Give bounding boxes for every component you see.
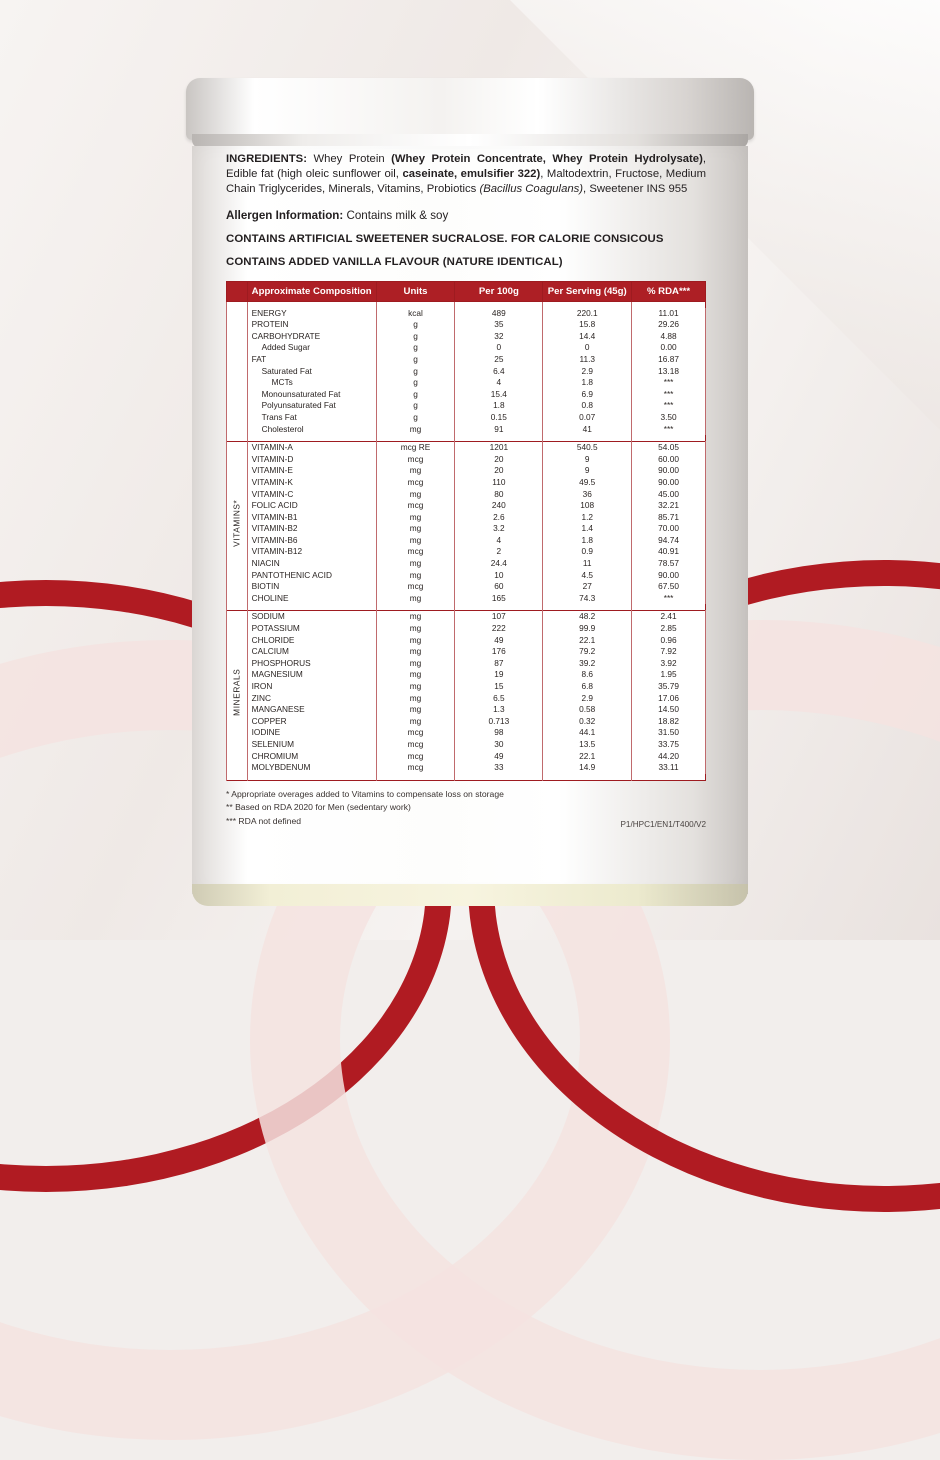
cell-units: mg: [376, 704, 455, 716]
cell-per-100g: 1201: [455, 442, 543, 454]
ingredients-text-1: Whey Protein: [306, 153, 392, 165]
cell-per-100g: 0: [455, 342, 543, 354]
cell-units: mcg: [376, 546, 455, 558]
spacer-cell: [227, 774, 248, 781]
cell-per-100g: 4: [455, 535, 543, 547]
cell-nutrient-name: VITAMIN-B1: [247, 512, 376, 524]
header-per-serving: Per Serving (45g): [543, 281, 632, 301]
cell-per-100g: 33: [455, 762, 543, 774]
cell-per-serving: 14.9: [543, 762, 632, 774]
allergen-label: Allergen Information:: [226, 208, 344, 222]
cell-per-100g: 222: [455, 623, 543, 635]
cell-per-100g: 49: [455, 751, 543, 763]
cell-per-100g: 24.4: [455, 558, 543, 570]
cell-nutrient-name: POTASSIUM: [247, 623, 376, 635]
table-row: [227, 535, 706, 547]
cell-nutrient-name: IRON: [247, 681, 376, 693]
cell-nutrient-name: Polyunsaturated Fat: [247, 400, 376, 412]
cell-per-serving: 108: [543, 500, 632, 512]
cell-rda: 33.75: [632, 739, 706, 751]
cell-rda: 32.21: [632, 500, 706, 512]
cell-per-serving: 0.58: [543, 704, 632, 716]
cell-units: mg: [376, 635, 455, 647]
cell-units: g: [376, 331, 455, 343]
table-row: [227, 681, 706, 693]
cell-rda: 33.11: [632, 762, 706, 774]
cell-per-serving: 74.3: [543, 593, 632, 605]
cell-per-100g: 80: [455, 489, 543, 501]
cell-per-100g: 49: [455, 635, 543, 647]
cell-rda: ***: [632, 424, 706, 436]
cell-nutrient-name: MCTs: [247, 377, 376, 389]
cell-units: g: [376, 377, 455, 389]
table-row: [227, 611, 706, 623]
cell-per-serving: 22.1: [543, 635, 632, 647]
cell-nutrient-name: VITAMIN-D: [247, 454, 376, 466]
cell-per-100g: 165: [455, 593, 543, 605]
side-label-main: [227, 308, 248, 436]
cell-units: mg: [376, 465, 455, 477]
cell-per-serving: 9: [543, 454, 632, 466]
cell-rda: 13.18: [632, 366, 706, 378]
cell-per-serving: 2.9: [543, 366, 632, 378]
cell-rda: 11.01: [632, 308, 706, 320]
cell-per-serving: 36: [543, 489, 632, 501]
cell-rda: 70.00: [632, 523, 706, 535]
cell-per-100g: 6.5: [455, 693, 543, 705]
cell-nutrient-name: VITAMIN-E: [247, 465, 376, 477]
cell-per-100g: 2.6: [455, 512, 543, 524]
cell-units: mg: [376, 623, 455, 635]
cell-per-serving: 6.9: [543, 389, 632, 401]
table-row: [227, 546, 706, 558]
nutrition-table: [226, 281, 706, 781]
table-row: [227, 646, 706, 658]
cell-units: g: [376, 354, 455, 366]
header-per-100g: Per 100g: [455, 281, 543, 301]
jar-lid: [186, 78, 754, 140]
cell-nutrient-name: FOLIC ACID: [247, 500, 376, 512]
table-row: [227, 442, 706, 454]
spacer-cell: [227, 604, 248, 611]
table-header-row: [227, 281, 706, 301]
cell-units: mg: [376, 593, 455, 605]
cell-per-serving: 27: [543, 581, 632, 593]
table-row: [227, 354, 706, 366]
footnote-3: *** RDA not defined: [226, 815, 302, 826]
table-row: [227, 739, 706, 751]
jar-bottom-band: [192, 884, 748, 906]
cell-per-serving: 220.1: [543, 308, 632, 320]
nutrition-table-body: [227, 301, 706, 780]
cell-rda: 4.88: [632, 331, 706, 343]
cell-rda: 3.50: [632, 412, 706, 424]
footnotes-block: [226, 788, 706, 827]
cell-units: mg: [376, 693, 455, 705]
cell-units: g: [376, 366, 455, 378]
cell-rda: 94.74: [632, 535, 706, 547]
cell-rda: ***: [632, 400, 706, 412]
table-row: [227, 377, 706, 389]
cell-per-serving: 22.1: [543, 751, 632, 763]
cell-per-100g: 0.713: [455, 716, 543, 728]
cell-nutrient-name: CHOLINE: [247, 593, 376, 605]
cell-per-serving: 39.2: [543, 658, 632, 670]
table-row: [227, 669, 706, 681]
table-row: [227, 570, 706, 582]
cell-per-serving: 11.3: [543, 354, 632, 366]
header-composition: Approximate Composition: [247, 281, 376, 301]
spacer-cell: [227, 435, 248, 442]
ingredients-text-2: , Edible fat (high oleic sunflower oil,: [226, 153, 706, 181]
table-row: [227, 727, 706, 739]
cell-per-100g: 87: [455, 658, 543, 670]
cell-per-100g: 10: [455, 570, 543, 582]
cell-rda: 40.91: [632, 546, 706, 558]
cell-units: mcg: [376, 751, 455, 763]
table-row: [227, 635, 706, 647]
cell-per-serving: 41: [543, 424, 632, 436]
cell-rda: 90.00: [632, 477, 706, 489]
cell-units: mg: [376, 669, 455, 681]
cell-rda: ***: [632, 389, 706, 401]
cell-per-serving: 1.8: [543, 535, 632, 547]
cell-per-100g: 6.4: [455, 366, 543, 378]
product-jar: [186, 78, 754, 914]
cell-per-100g: 20: [455, 465, 543, 477]
cell-per-serving: 0.07: [543, 412, 632, 424]
allergen-text: Contains milk & soy: [343, 208, 449, 222]
ingredients-bold-1: (Whey Protein Concentrate, Whey Protein Hydrolysate): [391, 153, 703, 165]
cell-rda: 67.50: [632, 581, 706, 593]
table-row: [227, 412, 706, 424]
cell-per-serving: 44.1: [543, 727, 632, 739]
cell-units: mcg: [376, 454, 455, 466]
table-spacer-row: [227, 774, 706, 781]
table-row: [227, 500, 706, 512]
table-row: [227, 581, 706, 593]
table-row: [227, 523, 706, 535]
cell-rda: 54.05: [632, 442, 706, 454]
cell-per-100g: 35: [455, 319, 543, 331]
ingredients-text-3: , Maltodextrin, Fructose, Medium Chain Triglycerides, Minerals, Vitamins, Probiotics: [226, 168, 706, 196]
table-row: [227, 751, 706, 763]
cell-units: mg: [376, 570, 455, 582]
cell-nutrient-name: IODINE: [247, 727, 376, 739]
cell-rda: 17.06: [632, 693, 706, 705]
cell-nutrient-name: Monounsaturated Fat: [247, 389, 376, 401]
cell-units: mcg: [376, 477, 455, 489]
cell-rda: 78.57: [632, 558, 706, 570]
table-row: [227, 512, 706, 524]
cell-units: mg: [376, 716, 455, 728]
cell-units: mcg: [376, 739, 455, 751]
header-units: Units: [376, 281, 455, 301]
cell-units: g: [376, 412, 455, 424]
table-row: [227, 704, 706, 716]
cell-nutrient-name: VITAMIN-B2: [247, 523, 376, 535]
cell-units: mg: [376, 658, 455, 670]
cell-rda: 90.00: [632, 570, 706, 582]
cell-nutrient-name: VITAMIN-B6: [247, 535, 376, 547]
table-row: [227, 489, 706, 501]
cell-rda: 2.85: [632, 623, 706, 635]
table-row: [227, 558, 706, 570]
cell-per-100g: 25: [455, 354, 543, 366]
spacer-cell: [376, 774, 455, 781]
cell-units: mcg: [376, 500, 455, 512]
cell-rda: 35.79: [632, 681, 706, 693]
cell-units: mg: [376, 535, 455, 547]
cell-rda: ***: [632, 377, 706, 389]
cell-per-serving: 1.2: [543, 512, 632, 524]
cell-per-serving: 540.5: [543, 442, 632, 454]
table-row: [227, 465, 706, 477]
cell-rda: 85.71: [632, 512, 706, 524]
cell-rda: 3.92: [632, 658, 706, 670]
cell-units: g: [376, 319, 455, 331]
cell-per-serving: 0.9: [543, 546, 632, 558]
cell-nutrient-name: VITAMIN-B12: [247, 546, 376, 558]
cell-per-serving: 11: [543, 558, 632, 570]
cell-per-100g: 15.4: [455, 389, 543, 401]
cell-nutrient-name: FAT: [247, 354, 376, 366]
cell-per-100g: 30: [455, 739, 543, 751]
cell-rda: 1.95: [632, 669, 706, 681]
cell-per-100g: 1.8: [455, 400, 543, 412]
cell-per-serving: 48.2: [543, 611, 632, 623]
cell-rda: 29.26: [632, 319, 706, 331]
cell-nutrient-name: SODIUM: [247, 611, 376, 623]
cell-rda: 2.41: [632, 611, 706, 623]
table-row: [227, 308, 706, 320]
cell-per-serving: 6.8: [543, 681, 632, 693]
cell-per-serving: 99.9: [543, 623, 632, 635]
ingredients-text-4: , Sweetener INS 955: [583, 183, 688, 196]
cell-rda: 16.87: [632, 354, 706, 366]
table-row: [227, 477, 706, 489]
header-rda: % RDA***: [632, 281, 706, 301]
cell-units: g: [376, 342, 455, 354]
cell-nutrient-name: CALCIUM: [247, 646, 376, 658]
cell-per-100g: 110: [455, 477, 543, 489]
table-row: [227, 593, 706, 605]
spacer-cell: [247, 774, 376, 781]
cell-per-100g: 1.3: [455, 704, 543, 716]
sweetener-notice: CONTAINS ARTIFICIAL SWEETENER SUCRALOSE. FOR CALORIE CONSICOUS: [226, 232, 664, 245]
cell-nutrient-name: CHROMIUM: [247, 751, 376, 763]
cell-units: kcal: [376, 308, 455, 320]
cell-nutrient-name: Trans Fat: [247, 412, 376, 424]
cell-nutrient-name: BIOTIN: [247, 581, 376, 593]
cell-per-serving: 8.6: [543, 669, 632, 681]
cell-per-100g: 20: [455, 454, 543, 466]
spacer-cell: [227, 301, 248, 308]
cell-nutrient-name: Saturated Fat: [247, 366, 376, 378]
cell-nutrient-name: Cholesterol: [247, 424, 376, 436]
cell-units: mg: [376, 489, 455, 501]
cell-units: mg: [376, 681, 455, 693]
cell-units: mg: [376, 611, 455, 623]
side-label-vitamins: VITAMINS*: [227, 442, 248, 605]
cell-nutrient-name: ZINC: [247, 693, 376, 705]
ingredients-bold-2: caseinate, emulsifier 322): [402, 168, 541, 181]
flavour-notice: CONTAINS ADDED VANILLA FLAVOUR (NATURE IDENTICAL): [226, 255, 563, 268]
cell-units: mg: [376, 512, 455, 524]
cell-rda: 90.00: [632, 465, 706, 477]
cell-per-serving: 2.9: [543, 693, 632, 705]
cell-per-serving: 1.8: [543, 377, 632, 389]
header-side-spacer: [227, 281, 248, 301]
cell-units: mg: [376, 558, 455, 570]
cell-per-100g: 3.2: [455, 523, 543, 535]
cell-per-100g: 240: [455, 500, 543, 512]
cell-rda: ***: [632, 593, 706, 605]
cell-nutrient-name: COPPER: [247, 716, 376, 728]
cell-per-100g: 0.15: [455, 412, 543, 424]
cell-nutrient-name: NIACIN: [247, 558, 376, 570]
cell-nutrient-name: MAGNESIUM: [247, 669, 376, 681]
cell-per-serving: 9: [543, 465, 632, 477]
cell-rda: 45.00: [632, 489, 706, 501]
cell-units: mg: [376, 523, 455, 535]
cell-per-100g: 2: [455, 546, 543, 558]
spacer-cell: [543, 774, 632, 781]
cell-rda: 7.92: [632, 646, 706, 658]
cell-nutrient-name: VITAMIN-C: [247, 489, 376, 501]
cell-per-100g: 15: [455, 681, 543, 693]
cell-nutrient-name: Added Sugar: [247, 342, 376, 354]
cell-units: mcg RE: [376, 442, 455, 454]
table-row: [227, 319, 706, 331]
cell-per-serving: 15.8: [543, 319, 632, 331]
cell-nutrient-name: ENERGY: [247, 308, 376, 320]
footnote-2: ** Based on RDA 2020 for Men (sedentary work): [226, 802, 411, 813]
cell-per-serving: 49.5: [543, 477, 632, 489]
cell-per-serving: 0.8: [543, 400, 632, 412]
cell-nutrient-name: SELENIUM: [247, 739, 376, 751]
cell-rda: 44.20: [632, 751, 706, 763]
table-row: [227, 762, 706, 774]
cell-nutrient-name: VITAMIN-K: [247, 477, 376, 489]
cell-per-serving: 1.4: [543, 523, 632, 535]
cell-units: g: [376, 400, 455, 412]
cell-rda: 0.96: [632, 635, 706, 647]
table-row: [227, 389, 706, 401]
cell-nutrient-name: VITAMIN-A: [247, 442, 376, 454]
table-row: [227, 623, 706, 635]
table-row: [227, 366, 706, 378]
cell-nutrient-name: MOLYBDENUM: [247, 762, 376, 774]
nutrition-label: [226, 152, 706, 827]
cell-per-100g: 176: [455, 646, 543, 658]
cell-rda: 31.50: [632, 727, 706, 739]
spacer-cell: [455, 774, 543, 781]
cell-rda: 18.82: [632, 716, 706, 728]
cell-rda: 60.00: [632, 454, 706, 466]
cell-nutrient-name: MANGANESE: [247, 704, 376, 716]
table-row: [227, 693, 706, 705]
cell-units: mcg: [376, 762, 455, 774]
table-row: [227, 331, 706, 343]
table-row: [227, 342, 706, 354]
allergen-line: [226, 209, 706, 222]
cell-units: mg: [376, 646, 455, 658]
ingredients-label: INGREDIENTS:: [226, 153, 307, 165]
table-row: [227, 658, 706, 670]
cell-per-serving: 79.2: [543, 646, 632, 658]
cell-per-serving: 13.5: [543, 739, 632, 751]
side-label-minerals: MINERALS: [227, 611, 248, 774]
table-row: [227, 424, 706, 436]
cell-units: mg: [376, 424, 455, 436]
cell-nutrient-name: CHLORIDE: [247, 635, 376, 647]
cell-per-serving: 14.4: [543, 331, 632, 343]
table-row: [227, 716, 706, 728]
cell-nutrient-name: PHOSPHORUS: [247, 658, 376, 670]
cell-nutrient-name: CARBOHYDRATE: [247, 331, 376, 343]
cell-units: mcg: [376, 727, 455, 739]
cell-nutrient-name: PROTEIN: [247, 319, 376, 331]
table-row: [227, 454, 706, 466]
cell-nutrient-name: PANTOTHENIC ACID: [247, 570, 376, 582]
cell-per-100g: 60: [455, 581, 543, 593]
cell-per-100g: 91: [455, 424, 543, 436]
cell-units: mcg: [376, 581, 455, 593]
cell-per-100g: 489: [455, 308, 543, 320]
cell-per-serving: 4.5: [543, 570, 632, 582]
batch-code: P1/HPC1/EN1/T400/V2: [620, 819, 706, 829]
cell-rda: 14.50: [632, 704, 706, 716]
cell-per-serving: 0: [543, 342, 632, 354]
cell-rda: 0.00: [632, 342, 706, 354]
cell-per-100g: 19: [455, 669, 543, 681]
cell-per-100g: 32: [455, 331, 543, 343]
table-row: [227, 400, 706, 412]
ingredients-paragraph: [226, 152, 706, 198]
cell-per-100g: 4: [455, 377, 543, 389]
cell-units: g: [376, 389, 455, 401]
nutrition-table-head: [227, 281, 706, 301]
cell-per-100g: 107: [455, 611, 543, 623]
footnote-1: * Appropriate overages added to Vitamins to compensate loss on storage: [226, 788, 504, 799]
ingredients-italic-probiotic: (Bacillus Coagulans): [479, 183, 584, 196]
cell-per-100g: 98: [455, 727, 543, 739]
cell-per-serving: 0.32: [543, 716, 632, 728]
